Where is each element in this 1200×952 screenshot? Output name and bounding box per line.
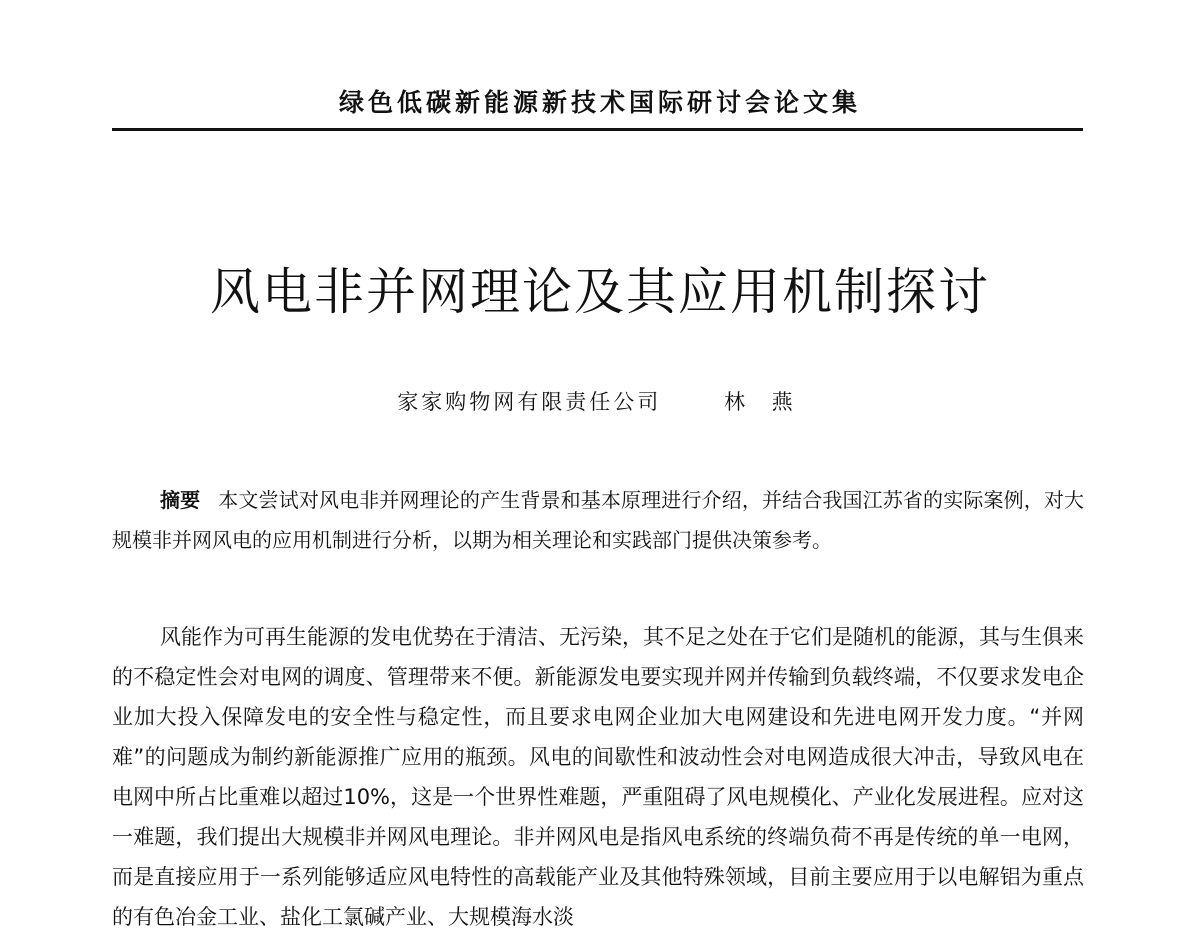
author-name: 林 燕	[724, 390, 803, 414]
abstract-text: 本文尝试对风电非并网理论的产生背景和基本原理进行介绍，并结合我国江苏省的实际案例，对大规模非并网风电的应用机制进行分析，以期为相关理论和实践部门提供决策参考。	[112, 488, 1085, 552]
author-organization: 家家购物网有限责任公司	[397, 390, 662, 414]
body-paragraph: 风能作为可再生能源的发电优势在于清洁、无污染，其不足之处在于它们是随机的能源，其与生俱来的不稳定性会对电网的调度、管理带来不便。新能源发电要实现并网并传输到负载终端，不仅要求发电企业加大投入保障发电的安全性与稳定性，而且要求电网企业加大电网建设和先进电网开发力度。“并网难”的问题成为制约新能源推广应用的瓶颈。风电的间歇性和波动性会对电网造成很大冲击，导致风电在电网中所占比重难以超过10%，这是一个世界性难题，严重阻碍了风电规模化、产业化发展进程。应对这一难题，我们提出大规模非并网风电理论。非并网风电是指风电系统的终端负荷不再是传统的单一电网，而是直接应用于一系列能够适应风电特性的高载能产业及其他特殊领域，目前主要应用于以电解铝为重点的有色冶金工业、盐化工氯碱产业、大规模海水淡	[112, 625, 1084, 929]
abstract-label: 摘要	[160, 488, 201, 512]
paper-title: 风电非并网理论及其应用机制探讨	[210, 263, 990, 321]
running-header: 绿色低碳新能源新技术国际研讨会论文集	[338, 88, 861, 117]
abstract	[112, 480, 1084, 560]
author-line	[0, 386, 1200, 416]
header-rule	[112, 128, 1083, 131]
